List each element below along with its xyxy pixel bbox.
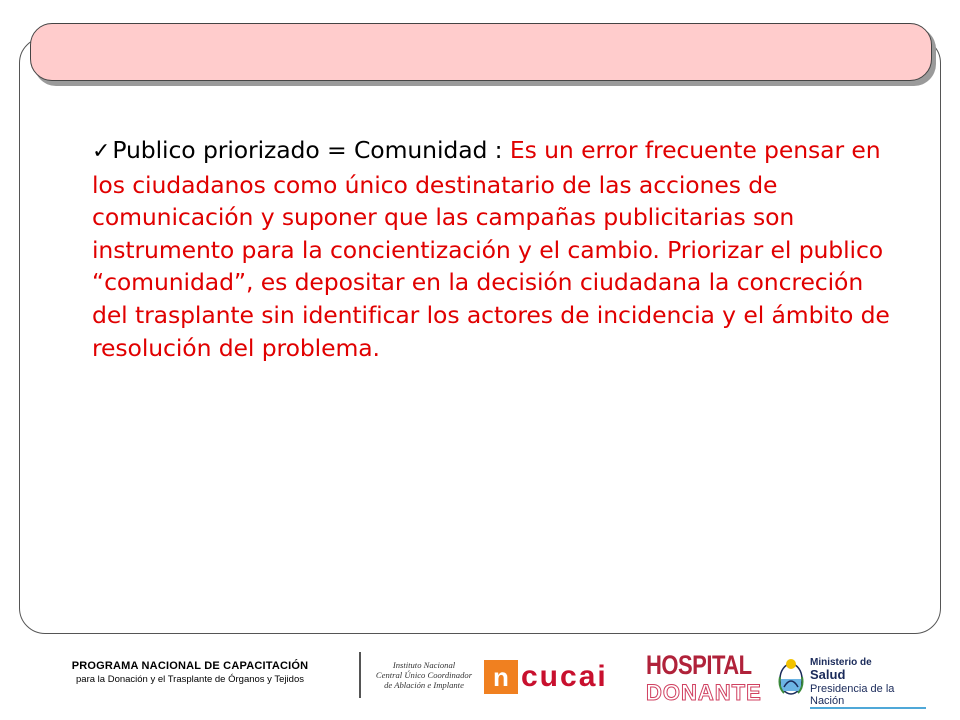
incucai-word: cucai	[521, 660, 608, 693]
institute-line: Central Único Coordinador	[375, 670, 473, 680]
title-bar	[30, 23, 932, 81]
institute-line: de Ablación e Implante	[384, 680, 464, 690]
argentina-seal-icon	[778, 657, 804, 697]
body-text: Es un error frecuente pensar en los ciudadanos como único destinatario de las acciones de comunicación y suponer que las campañas publicitarias son instrumento para la concientización y el cambio. Priorizar el publico “comunidad”, es depositar en la decisión ciudadana la concreción del trasplante sin identificar los actores de incidencia y el ámbito de resolución del problema.	[92, 136, 890, 362]
ministerio-line3: Presidencia de la Nación	[810, 683, 926, 709]
footer-divider	[359, 652, 361, 698]
ministerio-line2: Salud	[810, 667, 846, 682]
ministerio-logo	[778, 653, 926, 707]
ministerio-line1: Ministerio de	[810, 657, 872, 668]
incucai-logo	[484, 660, 608, 694]
hospital-line: HOSPITAL	[646, 650, 752, 680]
slide-body	[92, 134, 892, 364]
body-lead: Publico priorizado = Comunidad :	[112, 136, 510, 164]
program-title: PROGRAMA NACIONAL DE CAPACITACIÓN	[71, 660, 309, 672]
institute-name	[368, 660, 480, 690]
checkmark-icon: ✓	[92, 139, 111, 164]
program-caption	[40, 660, 340, 685]
institute-line: Instituto Nacional	[392, 660, 456, 670]
incucai-badge: n	[484, 660, 518, 694]
donante-line: DONANTE	[646, 680, 762, 705]
hospital-donante-logo	[646, 650, 762, 706]
program-subtitle: para la Donación y el Trasplante de Órganos y Tejidos	[76, 674, 304, 685]
